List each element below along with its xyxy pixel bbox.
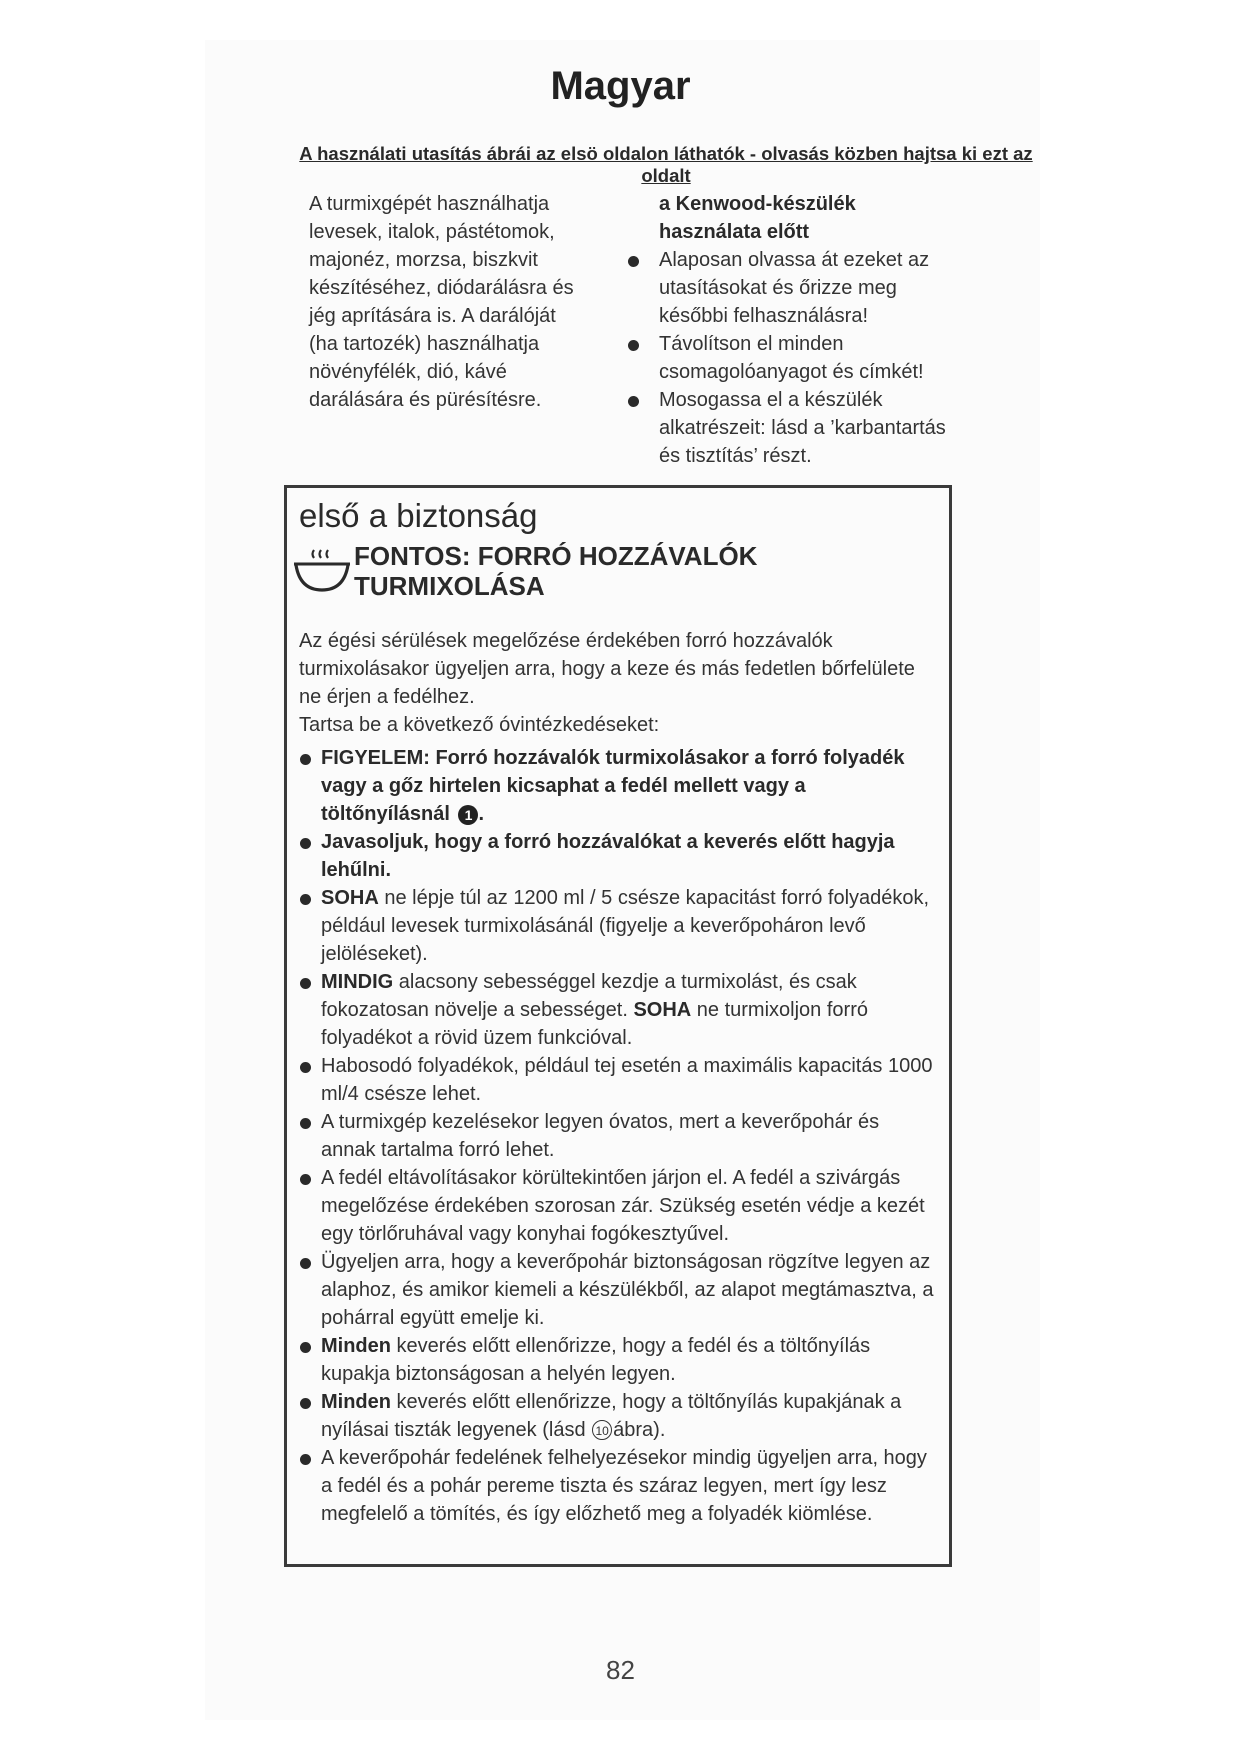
before-use-column [626,190,966,470]
rule-text: Habosodó folyadékok, például tej esetén a maximális kapacitás 1000 ml/4 csésze lehet. [321,1055,933,1105]
rule-emphasis: SOHA [633,999,692,1021]
hot-warning-line: FONTOS: FORRÓ HOZZÁVALÓK [354,541,758,571]
intro-line: darálására és pürésítésre. [309,389,542,411]
before-use-list [626,246,966,470]
list-item: Távolítson el minden csomagolóanyagot és címkét! [626,330,966,386]
list-item: Mosogassa el a készülék alkatrészeit: lásd a ’karbantartás és tisztítás’ részt. [626,386,966,470]
rule-item [299,1052,939,1108]
intro-line: jég aprítására is. A darálóját [309,305,556,327]
intro-line: A turmixgépét használhatja [309,193,550,215]
rule-item [299,1388,939,1444]
intro-line: növényfélék, dió, kávé [309,361,507,383]
before-use-heading: a Kenwood-készülék [659,193,856,215]
rule-text: alacsony sebességgel kezdje a turmixolást, és csak fokozatosan növelje a sebességet. [321,971,857,1021]
before-use-heading: használata előtt [659,221,810,243]
rule-emphasis: SOHA [321,887,379,909]
rule-text: . [478,803,485,825]
intro-paragraph: Tartsa be a következő óvintézkedéseket: [299,714,660,736]
page-title: Magyar [550,64,691,108]
figure-badge: 1 [458,805,478,825]
page-number: 82 [606,1655,635,1685]
intro-paragraph: Az égési sérülések megelőzése érdekében forró hozzávalók turmixolásakor ügyeljen arra, hogy a keze és más fedetlen bőrfelülete ne érjen a fedélhez. [299,630,915,708]
intro-line: (ha tartozék) használhatja [309,333,540,355]
rule-text: FIGYELEM: Forró hozzávalók turmixolásakor a forró folyadék vagy a gőz hirtelen kicsaphat a fedél mellett vagy a töltőnyílásnál [321,747,905,825]
safety-rules [299,744,939,1528]
list-item: Alaposan olvassa át ezeket az utasításokat és őrizze meg későbbi felhasználásra! [626,246,966,330]
rule-item [299,884,939,968]
rule-text: Javasoljuk, hogy a forró hozzávalókat a keverés előtt hagyja lehűlni. [321,831,895,881]
intro-line: levesek, italok, pástétomok, [309,221,555,243]
rule-text: ábra). [613,1419,666,1441]
rule-item [299,744,939,828]
rule-item [299,1332,939,1388]
rule-emphasis: Minden [321,1335,391,1357]
rule-emphasis: Minden [321,1391,391,1413]
intro-line: készítéséhez, diódarálásra és [309,277,574,299]
rule-item [299,828,939,884]
intro-column [309,190,599,414]
rule-item [299,1164,939,1248]
safety-intro [299,627,939,739]
rule-emphasis: MINDIG [321,971,394,993]
figure-reference: 10 [592,1420,612,1440]
hot-warning-title [354,541,914,601]
rule-item [299,1444,939,1528]
rule-text: A keverőpohár fedelének felhelyezésekor mindig ügyeljen arra, hogy a fedél és a pohár pereme tiszta és száraz legyen, mert így lesz megfelelő a tömítés, és így előzhető meg a folyadék kiömlése. [321,1447,927,1525]
rule-text: A turmixgép kezelésekor legyen óvatos, mert a keverőpohár és annak tartalma forró lehet. [321,1111,880,1161]
rule-text: keverés előtt ellenőrizze, hogy a töltőnyílás kupakjának a nyílásai tiszták legyenek (lásd [321,1391,902,1441]
hot-bowl-icon [292,548,352,596]
safety-box [284,485,952,1567]
rule-text: keverés előtt ellenőrizze, hogy a fedél és a töltőnyílás kupakja biztonságosan a helyén legyen. [321,1335,871,1385]
safety-title: első a biztonság [299,497,538,534]
rule-text: ne turmixoljon forró folyadékot a rövid üzem funkcióval. [321,999,868,1049]
hot-warning-line: TURMIXOLÁSA [354,571,545,601]
rule-text: A fedél eltávolításakor körültekintően járjon el. A fedél a szivárgás megelőzése érdekében szorosan zár. Szükség esetén védje a kezét egy törlőruhával vagy konyhai fogókesztyűvel. [321,1167,925,1245]
fold-out-notice: A használati utasítás ábrái az elsö oldalon láthatók - olvasás közben hajtsa ki ezt az oldalt [299,143,1033,186]
rule-item [299,1108,939,1164]
intro-line: majonéz, morzsa, biszkvit [309,249,538,271]
rule-item [299,968,939,1052]
rule-text: ne lépje túl az 1200 ml / 5 csésze kapacitást forró folyadékok, például levesek turmixolásánál (figyelje a keverőpoháron levő jelöléseket). [321,887,930,965]
rule-item [299,1248,939,1332]
rule-text: Ügyeljen arra, hogy a keverőpohár biztonságosan rögzítve legyen az alaphoz, és amikor kiemeli a készülékből, az alapot megtámasztva, a pohárral együtt emelje ki. [321,1251,934,1329]
